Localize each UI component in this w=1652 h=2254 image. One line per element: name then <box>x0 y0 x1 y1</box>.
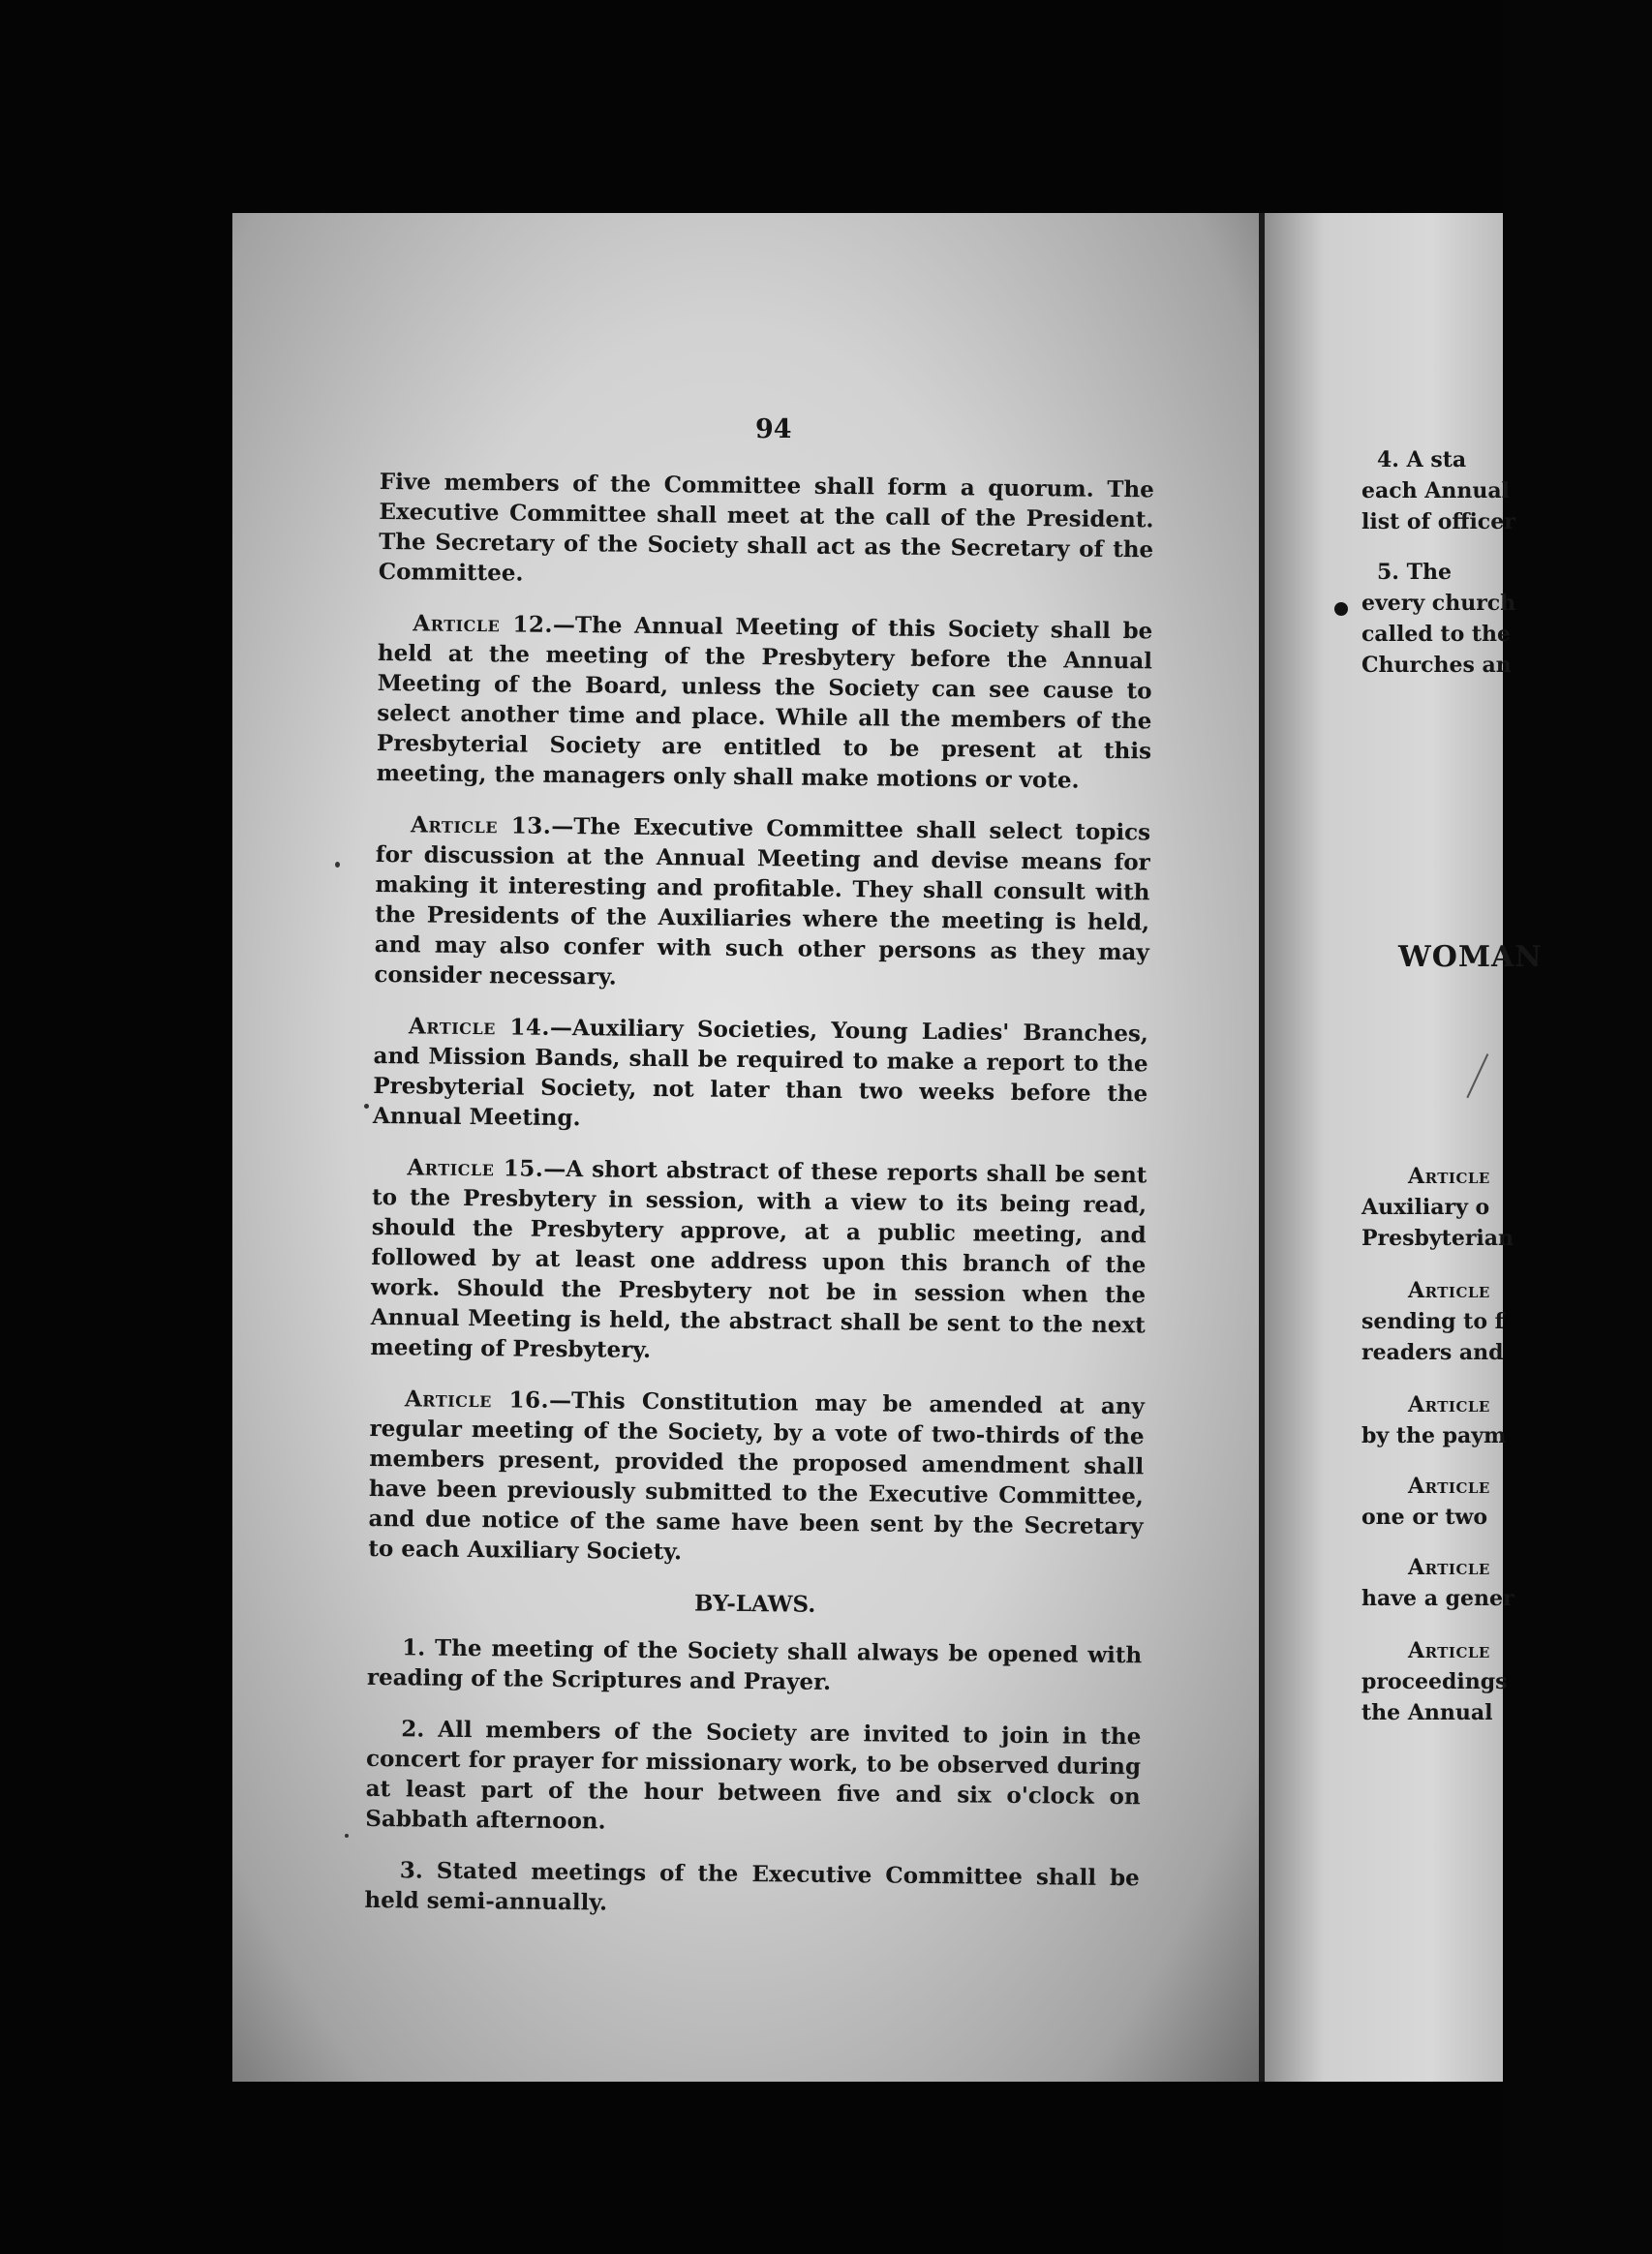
right-line: Article <box>1408 1474 1490 1499</box>
right-line: Presbyterian <box>1361 1226 1514 1251</box>
bylaw-number: 1. <box>402 1634 426 1661</box>
article-15 <box>370 1152 1147 1370</box>
scan-speck <box>345 1834 349 1838</box>
article-text: —The Annual Meeting of this Society shall be held at the meeting of the Presbytery before the Annual Meeting of the Board, unless the Society can see cause to select another time and place. While all the members of the Presbyterial Society are entitled to be present at this meeting, the managers only shall make motions or vote. <box>376 611 1153 794</box>
article-text: —Auxiliary Societies, Young Ladies' Branches, and Mission Bands, shall be required to make a report to the Presbyterial Society, not later than two weeks before the Annual Meeting. <box>372 1014 1149 1132</box>
article-16 <box>368 1384 1145 1571</box>
right-line: sending to f <box>1361 1309 1505 1334</box>
article-text: —This Constitution may be amended at any regular meeting of the Society, by a vote of two-thirds of the members present, provided the proposed amendment shall have been previously submitted to the Executive Committee, and due notice of the same have been sent by the Secretary to each Auxiliary Society. <box>368 1386 1146 1566</box>
bylaws-heading: BY-LAWS. <box>693 1590 816 1618</box>
bylaw-text: The meeting of the Society shall always be opened with reading of the Scriptures and Prayer. <box>366 1634 1143 1695</box>
right-heading: WOMAN <box>1398 940 1543 974</box>
article-text: —A short abstract of these reports shall be sent to the Presbytery in session, with a view to its being read, should the Presbytery approve, at a public meeting, and followed by at least one address upon this branch of the work. Should the Presbytery not be in session when the Annual Meeting is held, the abstract shall be sent to the next meeting of Presbytery. <box>370 1155 1147 1363</box>
bylaw-2 <box>365 1714 1141 1842</box>
right-line: Article <box>1408 1555 1490 1580</box>
bylaw-3 <box>364 1855 1140 1923</box>
right-line: have a gener <box>1361 1586 1514 1611</box>
article-label: Article 13. <box>410 811 552 839</box>
right-line: by the paym <box>1361 1423 1507 1448</box>
right-line: 4. A sta <box>1377 447 1467 472</box>
bylaw-text: All members of the Society are invited to join in the concert for prayer for missionary work, to be observed during at least part of the hour between five and six o'clock on Sabbath afternoon. <box>365 1716 1142 1835</box>
right-line: each Annual <box>1361 478 1510 503</box>
article-text: —The Executive Committee shall select topics for discussion at the Annual Meeting and devise means for making it interesting and profitable. They shall consult with the Presidents of the Auxiliaries where the meeting is held, and may also confer with such other persons as they may consider necessary. <box>374 812 1151 990</box>
scan-border-left <box>0 0 232 2254</box>
article-13 <box>374 809 1150 997</box>
paragraph-text: Five members of the Committee shall form a quorum. The Executive Committee shall meet at the call of the President. The Secretary of the Society shall act as the Secretary of the Committee. <box>378 468 1154 587</box>
paragraph-quorum <box>379 467 1154 594</box>
article-14 <box>373 1011 1148 1139</box>
article-label: Article 14. <box>408 1013 551 1041</box>
ink-blot <box>1334 602 1348 616</box>
right-line: Auxiliary o <box>1361 1195 1490 1220</box>
scan-border-bottom <box>0 2082 1503 2254</box>
bylaw-number: 3. <box>399 1857 423 1884</box>
article-label: Article 16. <box>404 1386 550 1414</box>
left-page-body <box>364 467 1154 1944</box>
bylaw-text: Stated meetings of the Executive Committee shall be held semi-annually. <box>364 1857 1140 1916</box>
right-line: 5. The <box>1377 560 1452 585</box>
right-line: list of officer <box>1361 509 1515 534</box>
article-label: Article 15. <box>407 1154 544 1182</box>
right-line: called to the <box>1361 622 1512 647</box>
right-line: Churches an <box>1361 653 1512 678</box>
right-line: Article <box>1408 1638 1490 1663</box>
right-line: Article <box>1408 1164 1490 1189</box>
article-12 <box>377 608 1153 796</box>
right-line: readers and <box>1361 1340 1504 1365</box>
right-line: one or two <box>1361 1505 1488 1530</box>
right-line: every church <box>1361 591 1516 616</box>
scan-speck <box>364 1104 369 1109</box>
page-number: 94 <box>755 414 792 444</box>
right-line: the Annual <box>1361 1700 1493 1725</box>
bylaw-number: 2. <box>401 1716 425 1743</box>
article-label: Article 12. <box>413 610 554 638</box>
right-line: Article <box>1408 1392 1490 1417</box>
bylaw-1 <box>367 1632 1143 1700</box>
right-line: proceedings <box>1361 1669 1508 1694</box>
scan-speck <box>335 862 340 868</box>
right-line: Article <box>1408 1278 1490 1303</box>
